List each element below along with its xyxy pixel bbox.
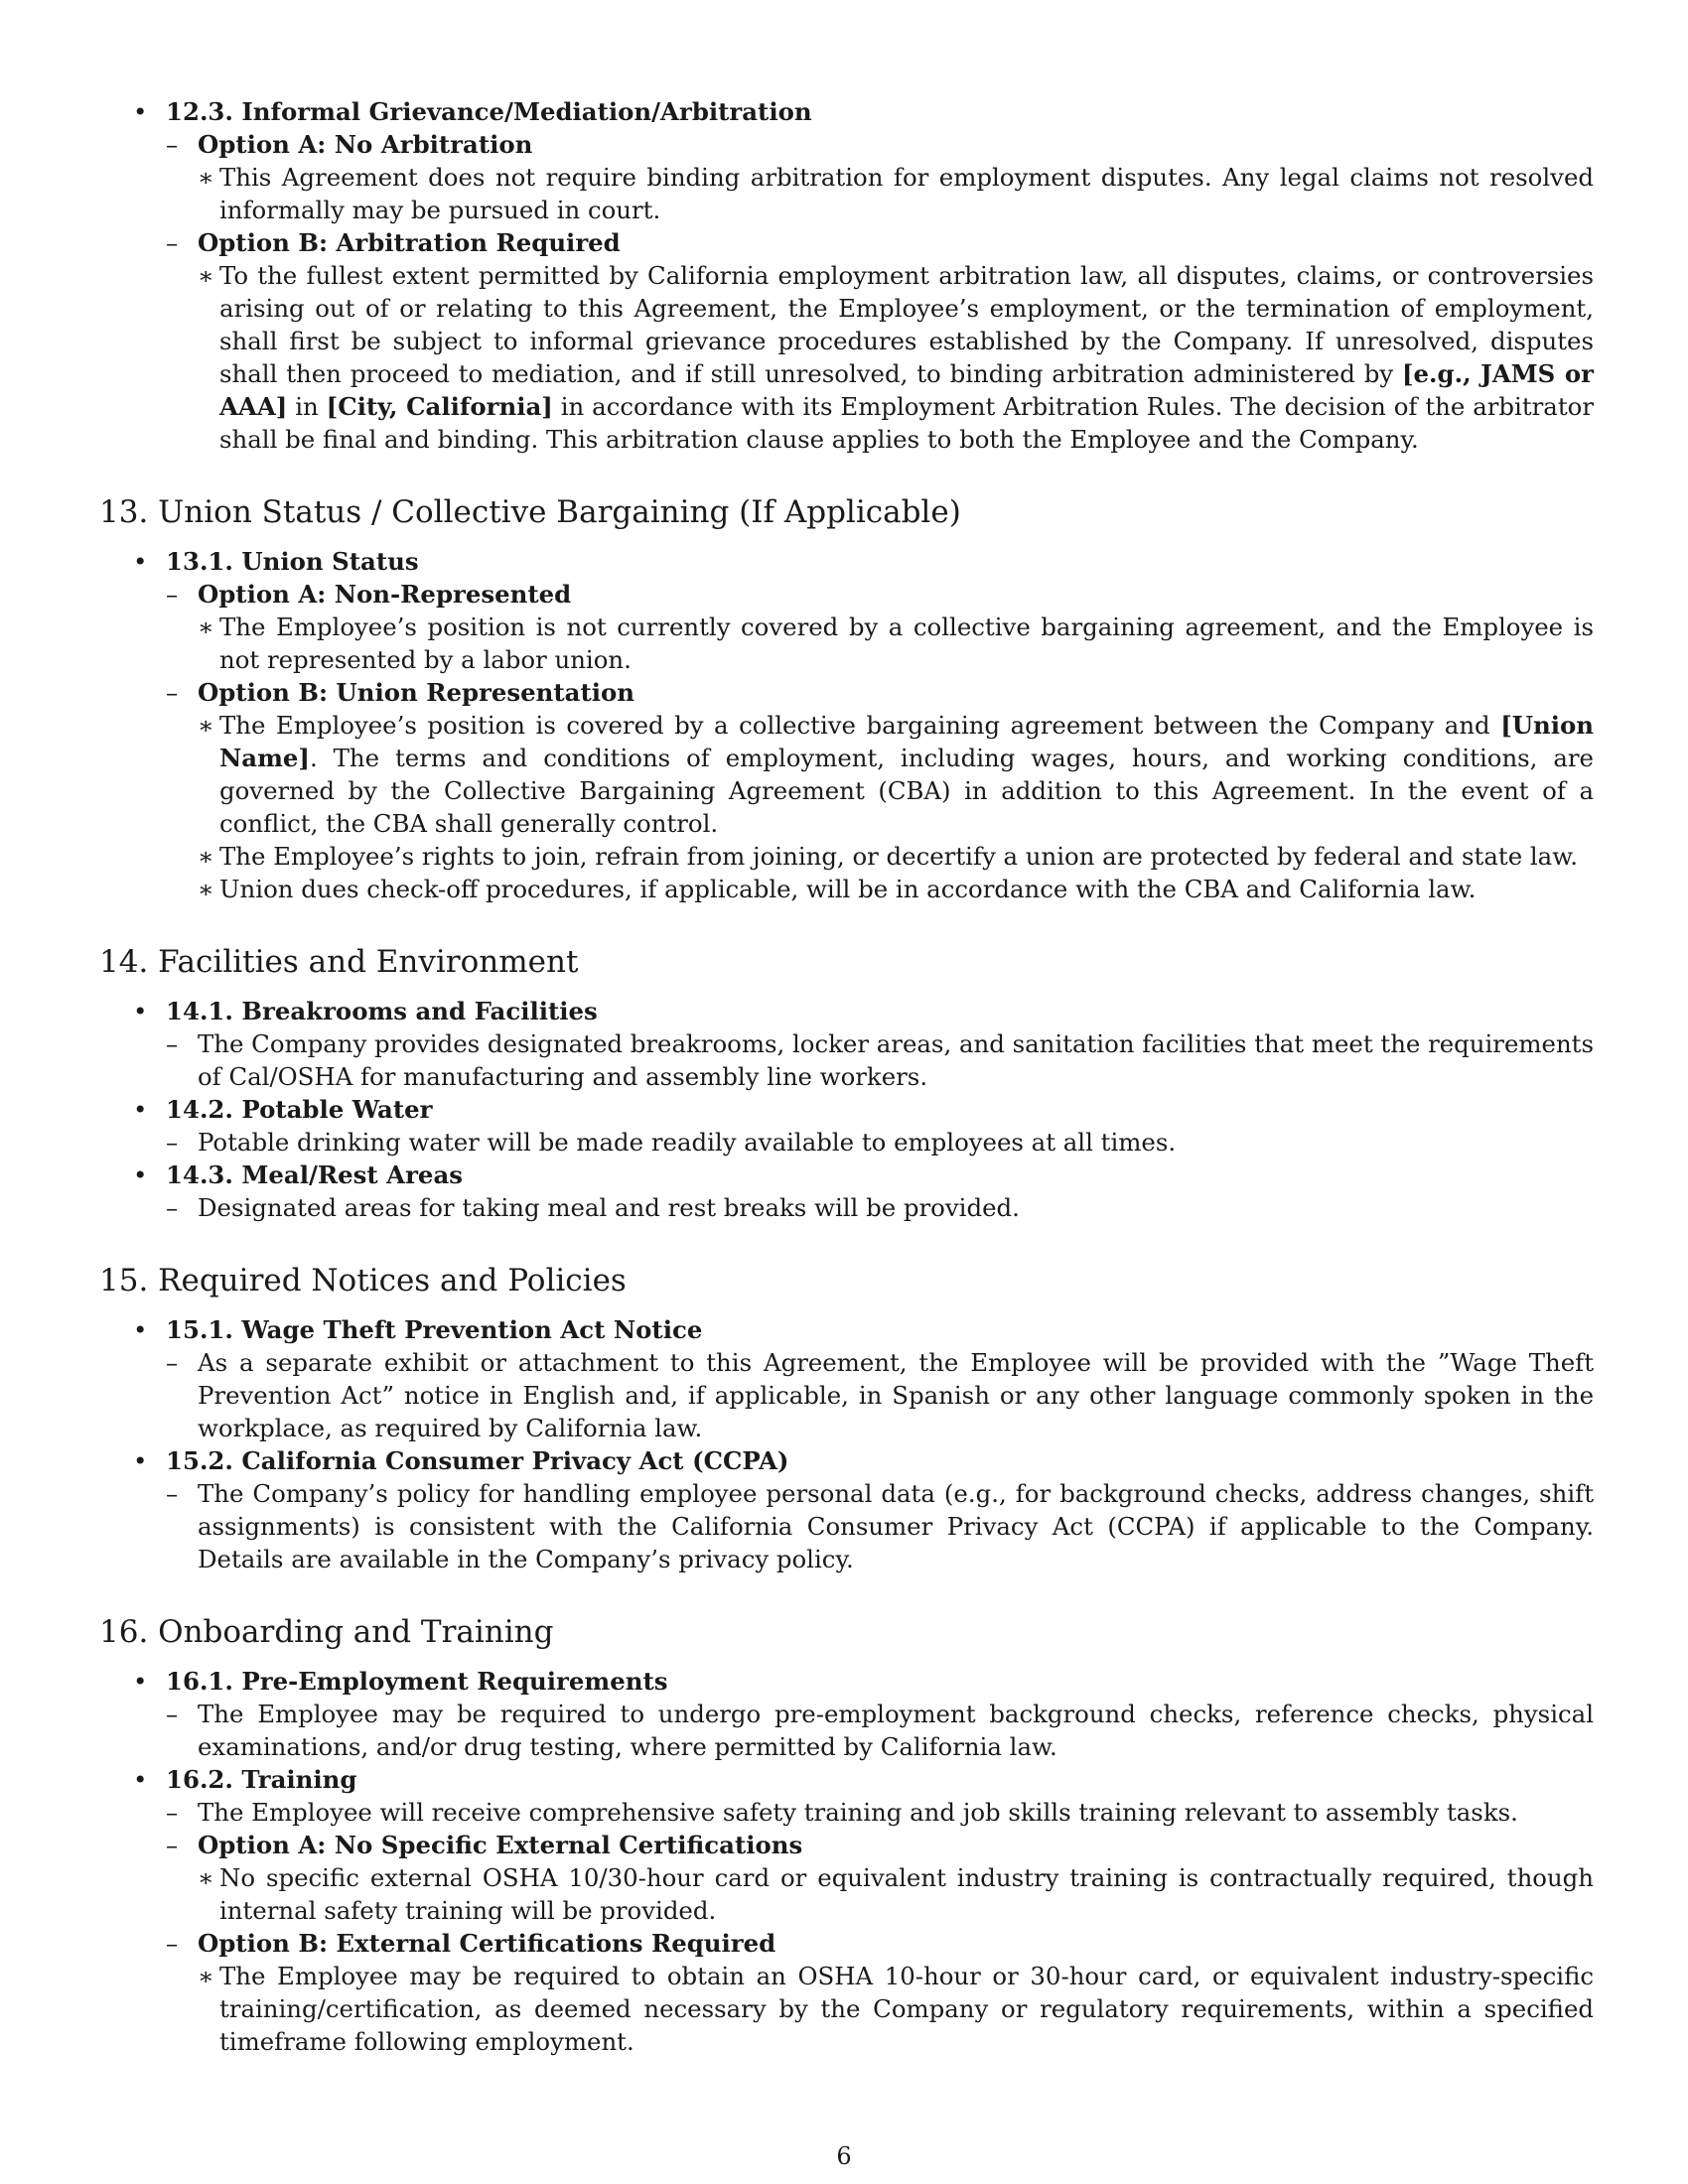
- text-run: . The terms and conditions of employment, including wages, hours, and working conditions, are governed by the Collective Bargaining Agreement (CBA) in addition to this Agreement. In the event of a conflict, the CBA shall generally control.: [219, 744, 1594, 838]
- clause-12-3-heading: 12.3. Informal Grievance/Mediation/Arbitration: [166, 97, 812, 126]
- option-b-union-representation: [136, 676, 1594, 905]
- text-run: The Employee’s position is covered by a collective bargaining agreement between the Company and: [219, 711, 1501, 740]
- option-a-items: [198, 1861, 1594, 1927]
- section-14-title: 14. Facilities and Environment: [99, 944, 579, 980]
- option-b-certifications-required: [136, 1927, 1594, 2058]
- option-b-rights: ∗ The Employee’s rights to join, refrain from joining, or decertify a union are protected by federal and state law.: [168, 840, 1594, 873]
- clause-15-1-heading: 15.1. Wage Theft Prevention Act Notice: [166, 1315, 703, 1344]
- clause-14-2-body: [166, 1126, 1594, 1159]
- clause-13-1: [99, 545, 1594, 905]
- clause-14-3-text: – Designated areas for taking meal and rest breaks will be provided.: [136, 1191, 1594, 1224]
- clause-15-2-text: – The Company’s policy for handling employee personal data (e.g., for background checks, address changes, shift assignments) is consistent with the California Consumer Privacy Act (CCPA) if applicable to the Company. Details are available in the Company’s privacy policy.: [136, 1477, 1594, 1575]
- option-a-no-arbitration: [136, 128, 1594, 226]
- clause-15-2: [99, 1444, 1594, 1575]
- option-b-arbitration-required: [136, 226, 1594, 456]
- option-a-no-certifications: [136, 1829, 1594, 1927]
- clause-14-1: [99, 995, 1594, 1093]
- option-b-dues: ∗ Union dues check-off procedures, if applicable, will be in accordance with the CBA and California law.: [168, 873, 1594, 905]
- clause-16-2-text: – The Employee will receive comprehensive safety training and job skills training relevant to assembly tasks.: [136, 1796, 1594, 1829]
- option-a-text: ∗ This Agreement does not require binding arbitration for employment disputes. Any legal claims not resolved informally may be pursued in court.: [168, 161, 1594, 226]
- option-b-heading: Option B: Union Representation: [198, 678, 634, 707]
- option-b-text: ∗ The Employee may be required to obtain an OSHA 10-hour or 30-hour card, or equivalent industry-specific training/certification, as deemed necessary by the Company or regulatory requirements, within a specified timeframe following employment.: [168, 1960, 1594, 2058]
- clause-15-1-body: [166, 1346, 1594, 1444]
- clause-14-2: [99, 1093, 1594, 1159]
- clause-15-2-body: [166, 1477, 1594, 1575]
- text-run: in: [287, 392, 327, 421]
- option-b-text: [168, 259, 1594, 456]
- clause-16-2-heading: 16.2. Training: [166, 1765, 357, 1794]
- clause-14-3-heading: 14.3. Meal/Rest Areas: [166, 1160, 463, 1189]
- section-12-list: [99, 95, 1594, 456]
- option-b-items: [198, 1960, 1594, 2058]
- option-a-text: ∗ No specific external OSHA 10/30-hour card or equivalent industry training is contractually required, though internal safety training will be provided.: [168, 1861, 1594, 1927]
- option-a-heading: Option A: No Arbitration: [198, 130, 533, 159]
- clause-15-1-text: – As a separate exhibit or attachment to this Agreement, the Employee will be provided with the ”Wage Theft Prevention Act” notice in English and, if applicable, in Spanish or any other language commonly spoken in the workplace, as required by California law.: [136, 1346, 1594, 1444]
- section-16-list: [99, 1665, 1594, 2058]
- section-15-title: 15. Required Notices and Policies: [99, 1263, 627, 1298]
- clause-16-1: [99, 1665, 1594, 1763]
- section-13-list: [99, 545, 1594, 905]
- clause-16-2-body: [166, 1796, 1594, 2058]
- text-run: in accordance with its Employment Arbitration Rules. The decision of the arbitrator shall be final and binding. This arbitration clause applies to both the Employee and the Company.: [219, 392, 1594, 454]
- option-b-items: [198, 709, 1594, 905]
- clause-14-3: [99, 1159, 1594, 1224]
- clause-12-3-options: [166, 128, 1594, 456]
- clause-16-1-heading: 16.1. Pre-Employment Requirements: [166, 1667, 668, 1696]
- placeholder-union-name: [Union Name]: [219, 711, 1594, 772]
- clause-16-1-text: – The Employee may be required to undergo pre-employment background checks, reference checks, physical examinations, and/or drug testing, where permitted by California law.: [136, 1698, 1594, 1763]
- section-14-list: [99, 995, 1594, 1224]
- section-13-title: 13. Union Status / Collective Bargaining (If Applicable): [99, 494, 961, 530]
- option-b-heading: Option B: Arbitration Required: [198, 228, 621, 257]
- clause-14-1-body: [166, 1027, 1594, 1093]
- clause-14-1-text: – The Company provides designated breakrooms, locker areas, and sanitation facilities that meet the requirements of Cal/OSHA for manufacturing and assembly line workers.: [136, 1027, 1594, 1093]
- section-16-title: 16. Onboarding and Training: [99, 1614, 554, 1650]
- clause-15-1: [99, 1313, 1594, 1444]
- option-a-heading: Option A: No Specific External Certifications: [198, 1831, 803, 1859]
- clause-13-1-heading: 13.1. Union Status: [166, 547, 419, 576]
- option-a-text: ∗ The Employee’s position is not currently covered by a collective bargaining agreement, and the Employee is not represented by a labor union.: [168, 611, 1594, 676]
- clause-14-3-body: [166, 1191, 1594, 1224]
- option-b-items: [198, 259, 1594, 456]
- clause-14-1-heading: 14.1. Breakrooms and Facilities: [166, 997, 598, 1025]
- clause-15-2-heading: 15.2. California Consumer Privacy Act (CCPA): [166, 1446, 789, 1475]
- option-a-non-represented: [136, 578, 1594, 676]
- option-a-heading: Option A: Non-Represented: [198, 580, 572, 609]
- clause-13-1-options: [166, 578, 1594, 905]
- clause-16-2: [99, 1763, 1594, 2058]
- option-a-items: [198, 611, 1594, 676]
- clause-14-2-heading: 14.2. Potable Water: [166, 1095, 433, 1124]
- option-a-items: [198, 161, 1594, 226]
- placeholder-city: [City, California]: [326, 392, 553, 421]
- clause-16-1-body: [166, 1698, 1594, 1763]
- placeholder-arbitrator: [e.g., JAMS or AAA]: [219, 359, 1594, 421]
- section-15-list: [99, 1313, 1594, 1575]
- option-b-text: [168, 709, 1594, 840]
- clause-14-2-text: – Potable drinking water will be made readily available to employees at all times.: [136, 1126, 1594, 1159]
- clause-12-3: [99, 95, 1594, 456]
- text-run: To the fullest extent permitted by California employment arbitration law, all disputes, claims, or controversies arising out of or relating to this Agreement, the Employee’s employment, or the termination of employment, shall first be subject to informal grievance procedures established by the Company. If unresolved, disputes shall then proceed to mediation, and if still unresolved, to binding arbitration administered by: [219, 261, 1594, 388]
- document-page: [99, 95, 1594, 2058]
- page-number: 6: [836, 2142, 852, 2170]
- option-b-heading: Option B: External Certifications Required: [198, 1929, 776, 1958]
